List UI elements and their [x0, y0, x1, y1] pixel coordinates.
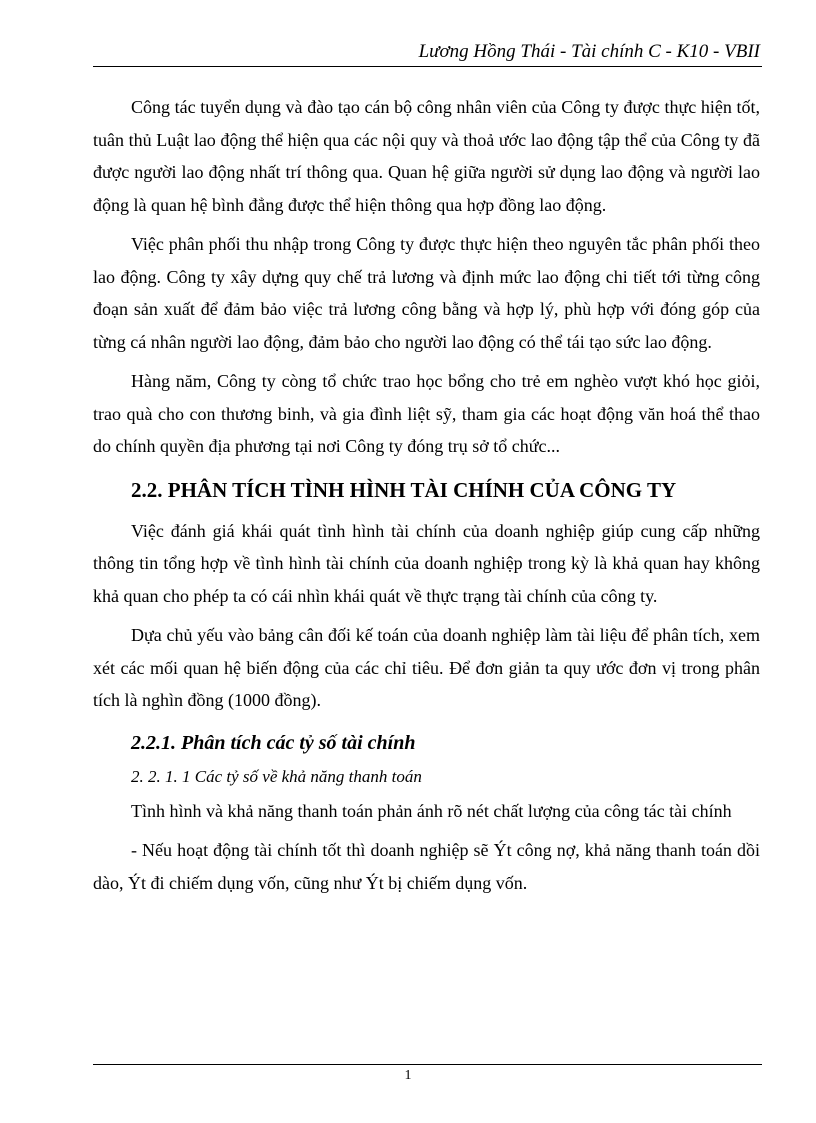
paragraph-solvency: Tình hình và khả năng thanh toán phản ánh rõ nét chất lượng của công tác tài chính — [131, 800, 732, 821]
paragraph-scholarships: Hàng năm, Công ty còng tổ chức trao học bổng cho trẻ em nghèo vượt khó học giỏi, trao quà cho con thương binh, và gia đình liệt sỹ, tham gia các hoạt động văn hoá thể thao do chính quyền địa phương tại nơi Công ty đóng trụ sở tổ chức... — [93, 371, 760, 456]
paragraph-income-distribution: Việc phân phối thu nhập trong Công ty được thực hiện theo nguyên tắc phân phối theo lao động. Công ty xây dựng quy chế trả lương và định mức lao động chi tiết tới từng công đoạn sản xuất để đảm bảo việc trả lương công bằng và hợp lý, phù hợp với đóng góp của từng cá nhân người lao động, đảm bảo cho người lao động có thể tái tạo sức lao động. — [93, 234, 760, 352]
subsubsection-heading: 2. 2. 1. 1 Các tỷ số về khả năng thanh toán — [131, 766, 422, 786]
paragraph-recruitment: Công tác tuyển dụng và đào tạo cán bộ công nhân viên của Công ty được thực hiện tốt, tuân thủ Luật lao động thể hiện qua các nội quy và thoả ước lao động tập thể của Công ty đã được người lao động nhất trí thông qua. Quan hệ giữa người sử dụng lao động và người lao động là quan hệ bình đẳng được thể hiện thông qua hợp đồng lao động. — [93, 97, 760, 215]
page-content — [93, 91, 760, 899]
page-number: 1 — [404, 1068, 412, 1083]
paragraph-bullet: - Nếu hoạt động tài chính tốt thì doanh nghiệp sẽ Ýt công nợ, khả năng thanh toán dồi dào, Ýt đi chiếm dụng vốn, cũng như Ýt bị chiếm dụng vốn. — [93, 840, 760, 893]
subsection-heading: 2.2.1. Phân tích các tỷ số tài chính — [131, 731, 416, 754]
paragraph-overview: Việc đánh giá khái quát tình hình tài chính của doanh nghiệp giúp cung cấp những thông tin tổng hợp về tình hình tài chính của doanh nghiệp trong kỳ là khả quan hay không khả quan cho phép ta có cái nhìn khái quát về thực trạng tài chính của công ty. — [93, 520, 760, 606]
header-rule — [93, 66, 762, 67]
page-header: Lương Hồng Thái - Tài chính C - K10 - VBII — [418, 41, 760, 62]
section-heading: 2.2. PHÂN TÍCH TÌNH HÌNH TÀI CHÍNH CỦA CÔNG TY — [131, 477, 677, 502]
paragraph-balance-sheet: Dựa chủ yếu vào bảng cân đối kế toán của doanh nghiệp làm tài liệu để phân tích, xem xét các mối quan hệ biến động của các chỉ tiêu. Để đơn giản ta quy ước đơn vị trong phân tích là nghìn đồng (1000 đồng). — [93, 625, 760, 710]
footer-rule — [93, 1064, 762, 1065]
